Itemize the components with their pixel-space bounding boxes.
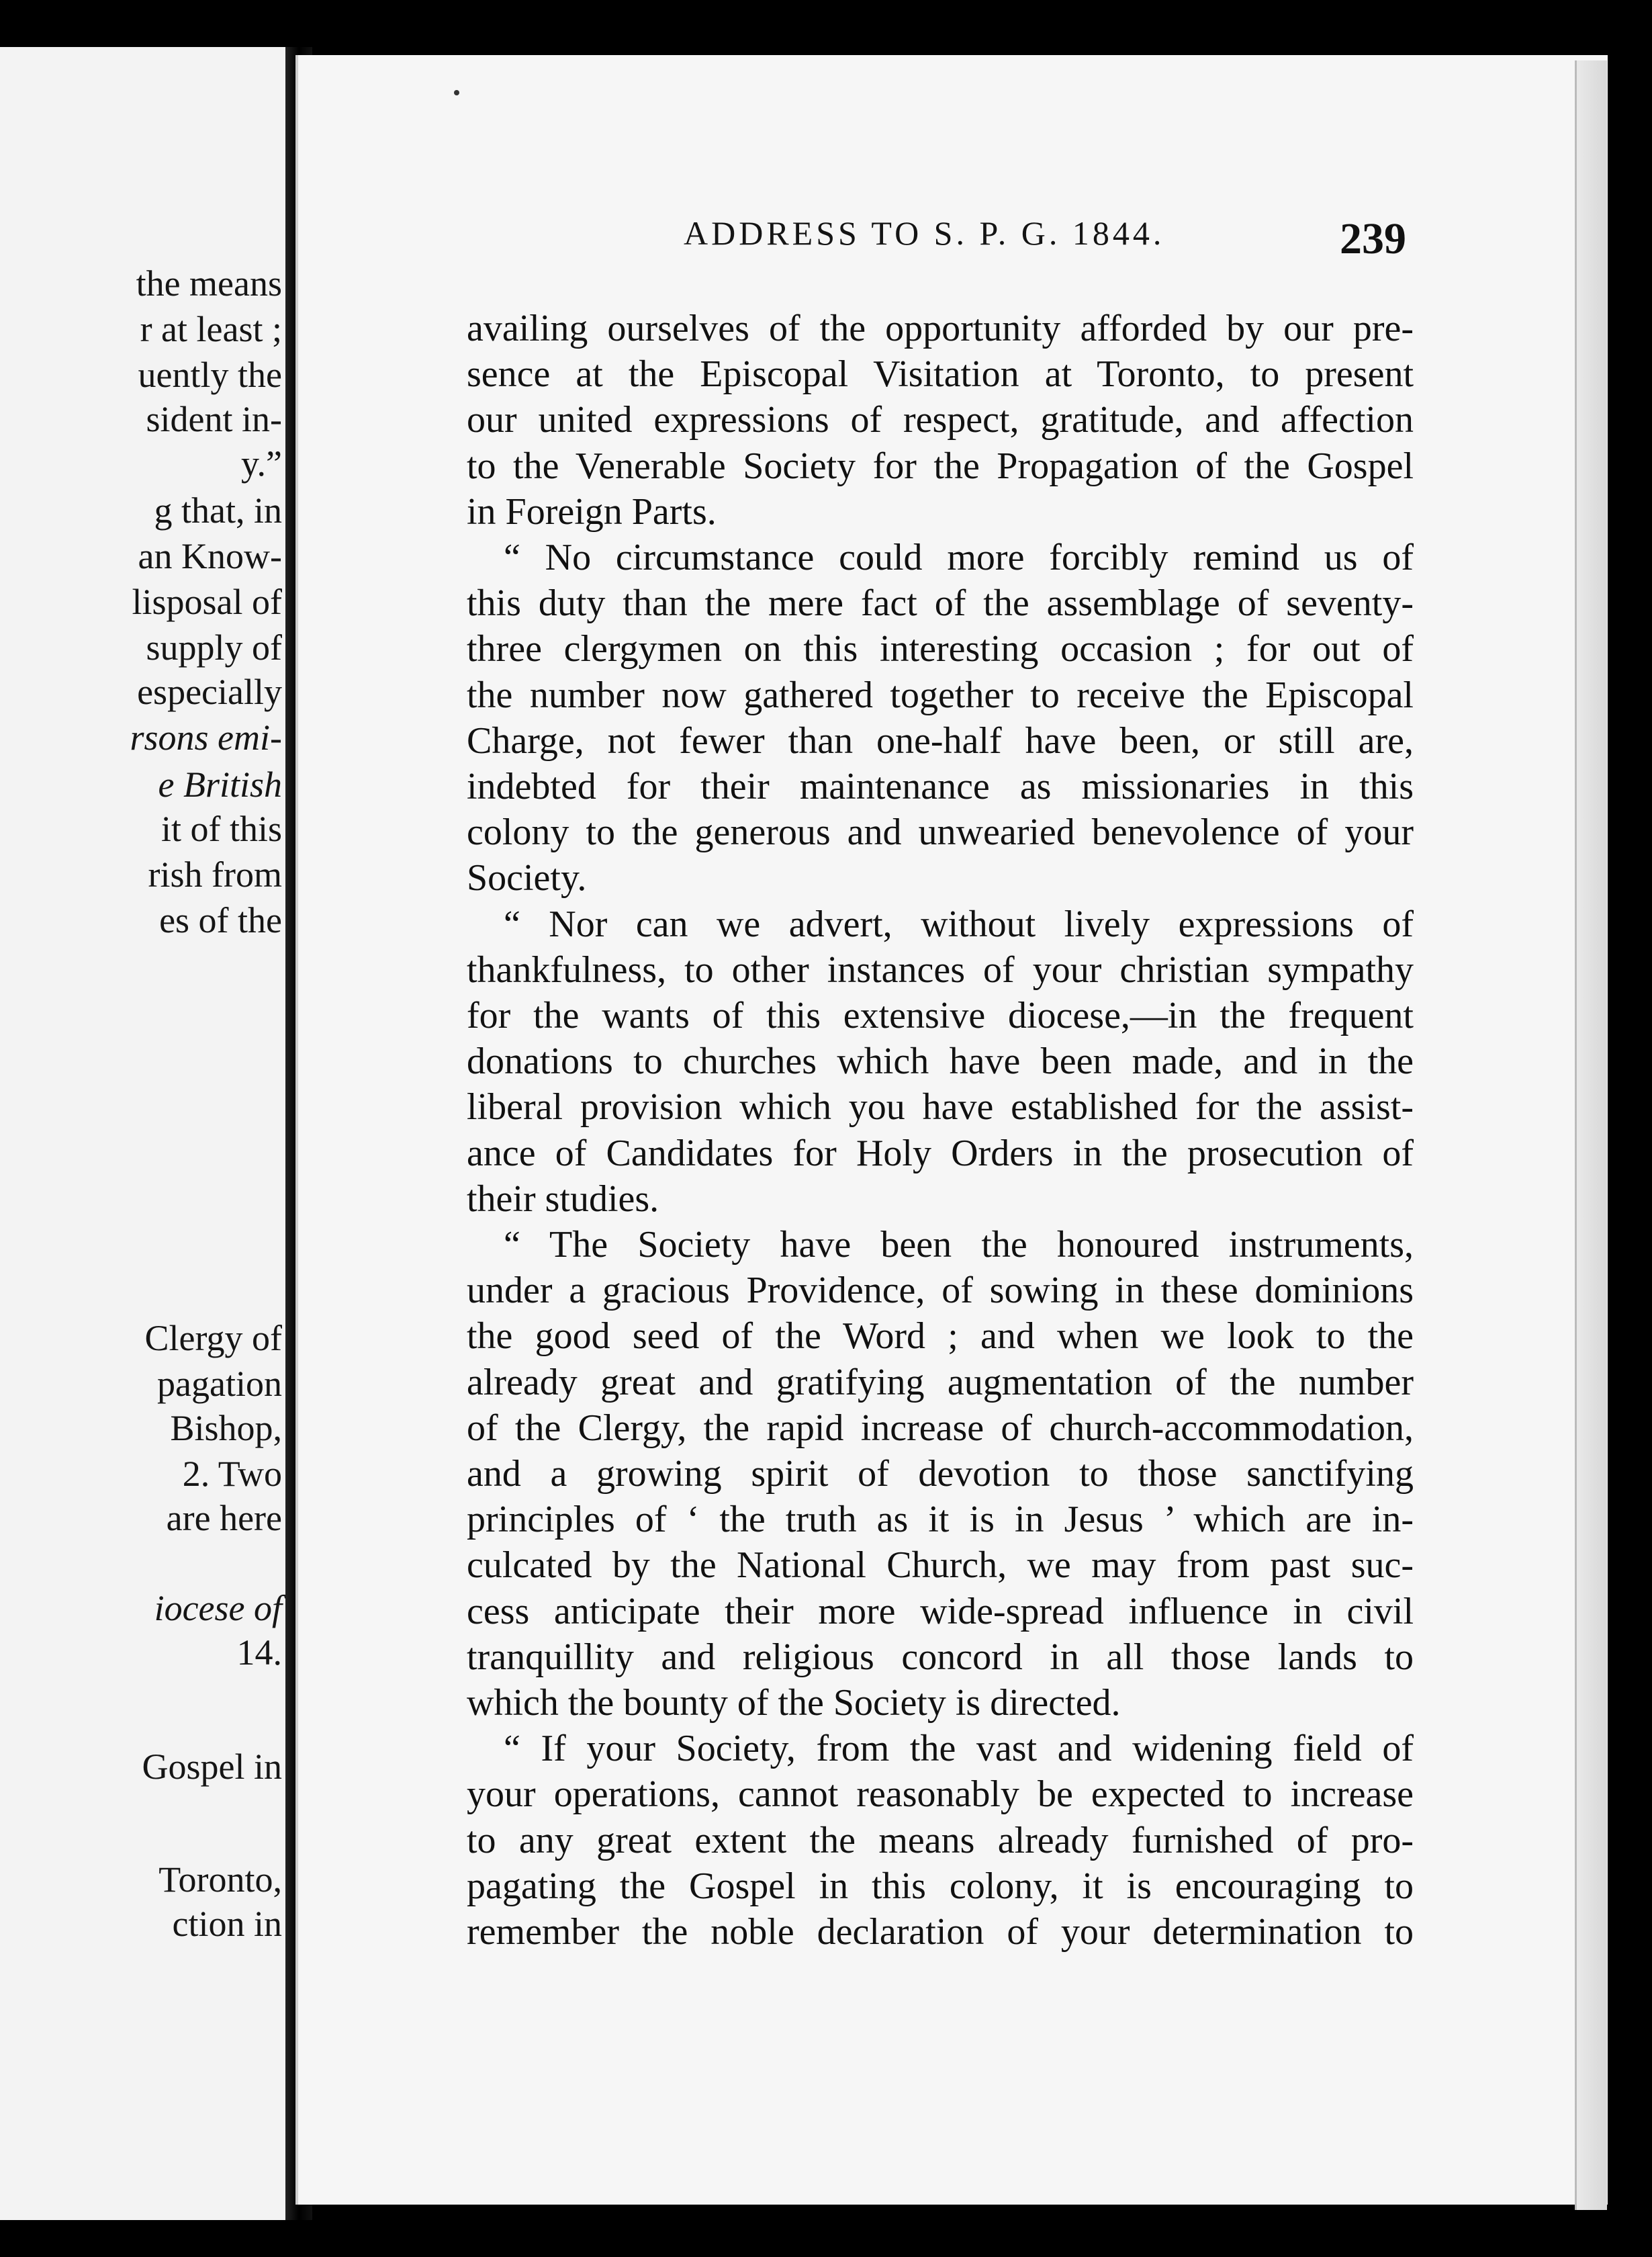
left-page-line: g that, in <box>154 490 282 531</box>
body-line: “ Nor can we advert, without lively expressions of <box>504 903 1414 945</box>
left-page-text <box>0 47 285 2220</box>
left-page-line: an Know- <box>138 536 282 576</box>
page-number: 239 <box>1340 214 1406 263</box>
left-page-line: Bishop, <box>170 1408 282 1448</box>
body-line: and a growing spirit of devotion to those sanctifying <box>467 1453 1414 1495</box>
body-line: “ The Society have been the honoured instruments, <box>504 1224 1414 1266</box>
body-line: “ No circumstance could more forcibly remind us of <box>504 537 1414 578</box>
body-line: ance of Candidates for Holy Orders in the prosecution of <box>467 1133 1414 1174</box>
left-page-line: pagation <box>157 1364 282 1404</box>
body-line: thankfulness, to other instances of your christian sympathy <box>467 949 1414 991</box>
left-page-line: 14. <box>236 1632 282 1673</box>
body-line: the good seed of the Word ; and when we look to the <box>467 1315 1414 1357</box>
body-line: colony to the generous and unwearied benevolence of your <box>467 811 1414 853</box>
running-head: ADDRESS TO S. P. G. 1844. <box>684 214 1165 252</box>
body-line: tranquillity and religious concord in all those lands to <box>467 1636 1414 1678</box>
left-page-line: supply of <box>146 627 282 668</box>
body-line: liberal provision which you have established for the assist- <box>467 1086 1414 1128</box>
body-line: Society. <box>467 857 587 899</box>
body-line: culcated by the National Church, we may from past suc- <box>467 1544 1414 1586</box>
left-page-line: Clergy of <box>144 1318 282 1358</box>
left-page <box>0 47 285 2220</box>
ink-speck <box>454 90 459 95</box>
body-line: indebted for their maintenance as missionaries in this <box>467 766 1414 807</box>
body-line: our united expressions of respect, gratitude, and affection <box>467 399 1414 441</box>
left-page-line: e British <box>158 764 282 805</box>
left-page-line: y.” <box>241 443 282 484</box>
body-line: to the Venerable Society for the Propagation of the Gospel <box>467 445 1414 487</box>
body-line: remember the noble declaration of your determination to <box>467 1911 1414 1953</box>
body-line: the number now gathered together to receive the Episcopal <box>467 674 1414 716</box>
left-page-line: rish from <box>148 854 282 895</box>
body-line: Charge, not fewer than one-half have been, or still are, <box>467 720 1414 762</box>
left-page-line: es of the <box>159 900 282 940</box>
body-line: for the wants of this extensive diocese,—in the frequent <box>467 995 1414 1036</box>
body-line: pagating the Gospel in this colony, it is encouraging to <box>467 1865 1414 1907</box>
body-line: principles of ‘ the truth as it is in Jesus ’ which are in- <box>467 1499 1414 1540</box>
body-line: their studies. <box>467 1178 659 1220</box>
left-page-line: 2. Two <box>182 1454 282 1494</box>
left-page-line: Gospel in <box>142 1746 282 1787</box>
page-edge <box>1575 60 1607 2210</box>
body-line: sence at the Episcopal Visitation at Toronto, to present <box>467 353 1414 395</box>
body-line: availing ourselves of the opportunity afforded by our pre- <box>467 308 1414 349</box>
body-line: of the Clergy, the rapid increase of church-accommodation, <box>467 1407 1414 1449</box>
body-line: to any great extent the means already furnished of pro- <box>467 1820 1414 1861</box>
body-line: cess anticipate their more wide-spread influence in civil <box>467 1591 1414 1632</box>
left-page-line: the means <box>136 263 282 304</box>
body-line: your operations, cannot reasonably be expected to increase <box>467 1773 1414 1815</box>
left-page-line: are here <box>166 1498 282 1538</box>
body-line: “ If your Society, from the vast and widening field of <box>504 1728 1414 1769</box>
left-page-line: lisposal of <box>132 582 282 622</box>
left-page-line: especially <box>137 672 282 712</box>
left-page-line: uently the <box>138 355 282 395</box>
left-page-line: iocese of <box>154 1588 282 1628</box>
body-line: under a gracious Providence, of sowing in these dominions <box>467 1270 1414 1311</box>
body-line: donations to churches which have been made, and in the <box>467 1041 1414 1082</box>
body-line: in Foreign Parts. <box>467 491 717 533</box>
left-page-line: Toronto, <box>158 1859 282 1900</box>
left-page-line: r at least ; <box>140 309 282 349</box>
left-page-line: it of this <box>160 809 282 849</box>
left-page-line: rsons emi- <box>130 717 282 758</box>
body-line: three clergymen on this interesting occasion ; for out of <box>467 628 1414 670</box>
left-page-line: ction in <box>172 1904 282 1944</box>
body-line: which the bounty of the Society is directed. <box>467 1682 1121 1724</box>
body-line: this duty than the mere fact of the assemblage of seventy- <box>467 582 1414 624</box>
body-line: already great and gratifying augmentation of the number <box>467 1362 1414 1403</box>
left-page-line: sident in- <box>146 399 282 439</box>
